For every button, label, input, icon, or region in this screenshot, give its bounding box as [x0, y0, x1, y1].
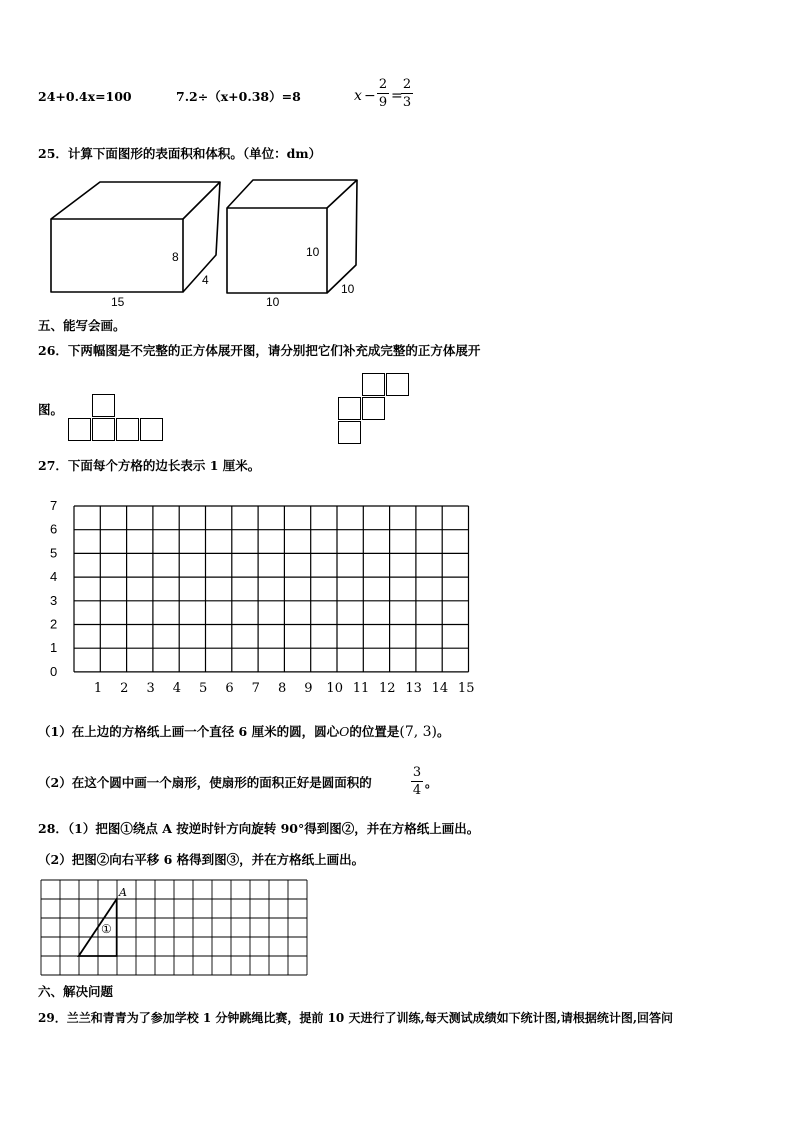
question-27-text: 27．下面每个方格的边长表示 1 厘米。 — [38, 458, 261, 473]
equation-3-minus: − — [364, 88, 376, 104]
x-tick-label: 12 — [379, 681, 396, 696]
section-6-title: 六、解决问题 — [38, 984, 114, 999]
q28-line2-middle: 向右平移 6 格得到图 — [109, 852, 227, 867]
box2-depth-label: 10 — [341, 282, 355, 296]
y-tick-label: 7 — [50, 498, 58, 513]
coordinate-grid — [40, 494, 490, 699]
question-27-sub1 — [38, 725, 450, 739]
fraction-numerator: 3 — [412, 765, 422, 780]
section-5-title: 五、能写会画。 — [38, 318, 126, 333]
figure-1-label: ① — [101, 922, 112, 936]
y-tick-label: 6 — [50, 521, 58, 537]
fraction-bar — [401, 93, 413, 94]
question-27-sub2-prefix: （2）在这个圆中画一个扇形，使扇形的面积正好是圆面积的 — [38, 775, 372, 790]
fraction-numerator: 2 — [402, 77, 412, 92]
q28-line2-prefix: （2）把图 — [38, 852, 97, 867]
y-axis-labels — [50, 498, 57, 679]
fraction-denominator: 4 — [412, 783, 422, 798]
net-1-cell — [116, 418, 139, 441]
box2-height-label: 10 — [306, 245, 320, 259]
question-26-text-line1: 26．下两幅图是不完整的正方体展开图，请分别把它们补充成完整的正方体展开 — [38, 343, 481, 358]
net-1-cell — [92, 418, 115, 441]
sub1-suffix: 。 — [437, 724, 450, 739]
x-tick-label: 15 — [457, 681, 475, 696]
sub2-fraction — [411, 766, 423, 797]
box1-length-label: 15 — [111, 295, 125, 309]
q28-line1-suffix: ，并在方格纸上画出。 — [354, 821, 480, 836]
center-point-O: O — [339, 724, 350, 739]
net-2-cell — [362, 397, 385, 420]
rotation-grid — [40, 878, 310, 978]
figure-2-marker: ② — [341, 821, 355, 836]
rotation-grid-lines — [41, 880, 307, 975]
fraction-bar — [411, 781, 423, 782]
center-coordinate: (7, 3) — [399, 724, 438, 740]
x-axis-labels — [94, 681, 475, 696]
x-tick-label: 8 — [277, 681, 287, 696]
fraction-bar — [377, 93, 389, 94]
y-tick-label: 2 — [50, 616, 58, 632]
q28-line1-prefix: 28．（1）把图 — [38, 821, 121, 836]
fraction-numerator: 2 — [378, 77, 388, 92]
x-tick-label: 3 — [146, 681, 155, 696]
x-tick-label: 5 — [199, 681, 208, 696]
y-tick-label: 4 — [50, 569, 58, 585]
q28-line2-suffix: ，并在方格纸上画出。 — [239, 852, 365, 867]
question-29-text: 29．兰兰和青青为了参加学校 1 分钟跳绳比赛，提前 10 天进行了训练,每天测试成绩如下统计图,请根据统计图,回答问 — [38, 1011, 673, 1025]
sub1-middle: 的位置是 — [349, 724, 400, 739]
box2-length-label: 10 — [266, 295, 280, 309]
box1-top-face — [51, 182, 220, 219]
grid-lines — [74, 506, 469, 672]
y-tick-label: 0 — [50, 663, 58, 679]
question-28-line2 — [38, 854, 364, 867]
x-tick-label: 4 — [172, 681, 182, 696]
point-A-label: A — [119, 886, 127, 899]
question-25-text: 25．计算下面图形的表面积和体积。（单位：dm） — [38, 146, 322, 161]
question-26-text-line2: 图。 — [38, 402, 64, 417]
equation-2: 7.2÷（x+0.38）=8 — [176, 89, 301, 104]
equation-1: 24+0.4x=100 — [38, 89, 132, 104]
box2-side-face — [327, 180, 357, 293]
x-tick-label: 10 — [326, 681, 343, 696]
net-1-cell — [140, 418, 163, 441]
equation-3-equals: = — [391, 88, 403, 104]
question-27-sub2-suffix: 。 — [425, 775, 438, 790]
box2-top-face — [227, 180, 357, 208]
figure-3-marker: ③ — [226, 852, 240, 867]
fraction-denominator: 9 — [378, 95, 388, 110]
x-tick-label: 7 — [251, 681, 260, 696]
q28-line1-middle: 绕点 A 按逆时针方向旋转 90°得到图 — [132, 821, 342, 836]
net-2-cell — [338, 397, 361, 420]
box1-height-label: 8 — [172, 250, 179, 264]
box1-front-face — [51, 219, 183, 292]
net-2-cell — [362, 373, 385, 396]
equation-3-variable: x — [354, 88, 362, 104]
x-tick-label: 6 — [225, 681, 234, 696]
question-28-line1 — [38, 823, 479, 836]
figure-2-marker: ② — [96, 852, 110, 867]
net-1-cell — [68, 418, 91, 441]
box1-depth-label: 4 — [202, 273, 209, 287]
figure-1-marker: ① — [120, 821, 133, 836]
y-tick-label: 1 — [50, 640, 58, 656]
y-tick-label: 5 — [50, 545, 58, 561]
fraction-denominator: 3 — [402, 95, 412, 110]
net-1-cell — [92, 394, 115, 417]
x-tick-label: 2 — [120, 681, 129, 696]
y-tick-label: 3 — [50, 592, 58, 608]
x-tick-label: 13 — [405, 681, 422, 696]
q25-figures — [40, 172, 370, 312]
x-tick-label: 9 — [304, 681, 313, 696]
x-tick-label: 11 — [352, 681, 370, 696]
net-2-cell — [386, 373, 409, 396]
sub1-prefix: （1）在上边的方格纸上画一个直径 6 厘米的圆，圆心 — [38, 724, 340, 739]
equation-3-fraction-2 — [401, 78, 413, 109]
x-tick-label: 14 — [431, 681, 449, 696]
net-2-cell — [338, 421, 361, 444]
x-tick-label: 1 — [93, 681, 103, 696]
equation-3-fraction-1 — [377, 78, 389, 109]
